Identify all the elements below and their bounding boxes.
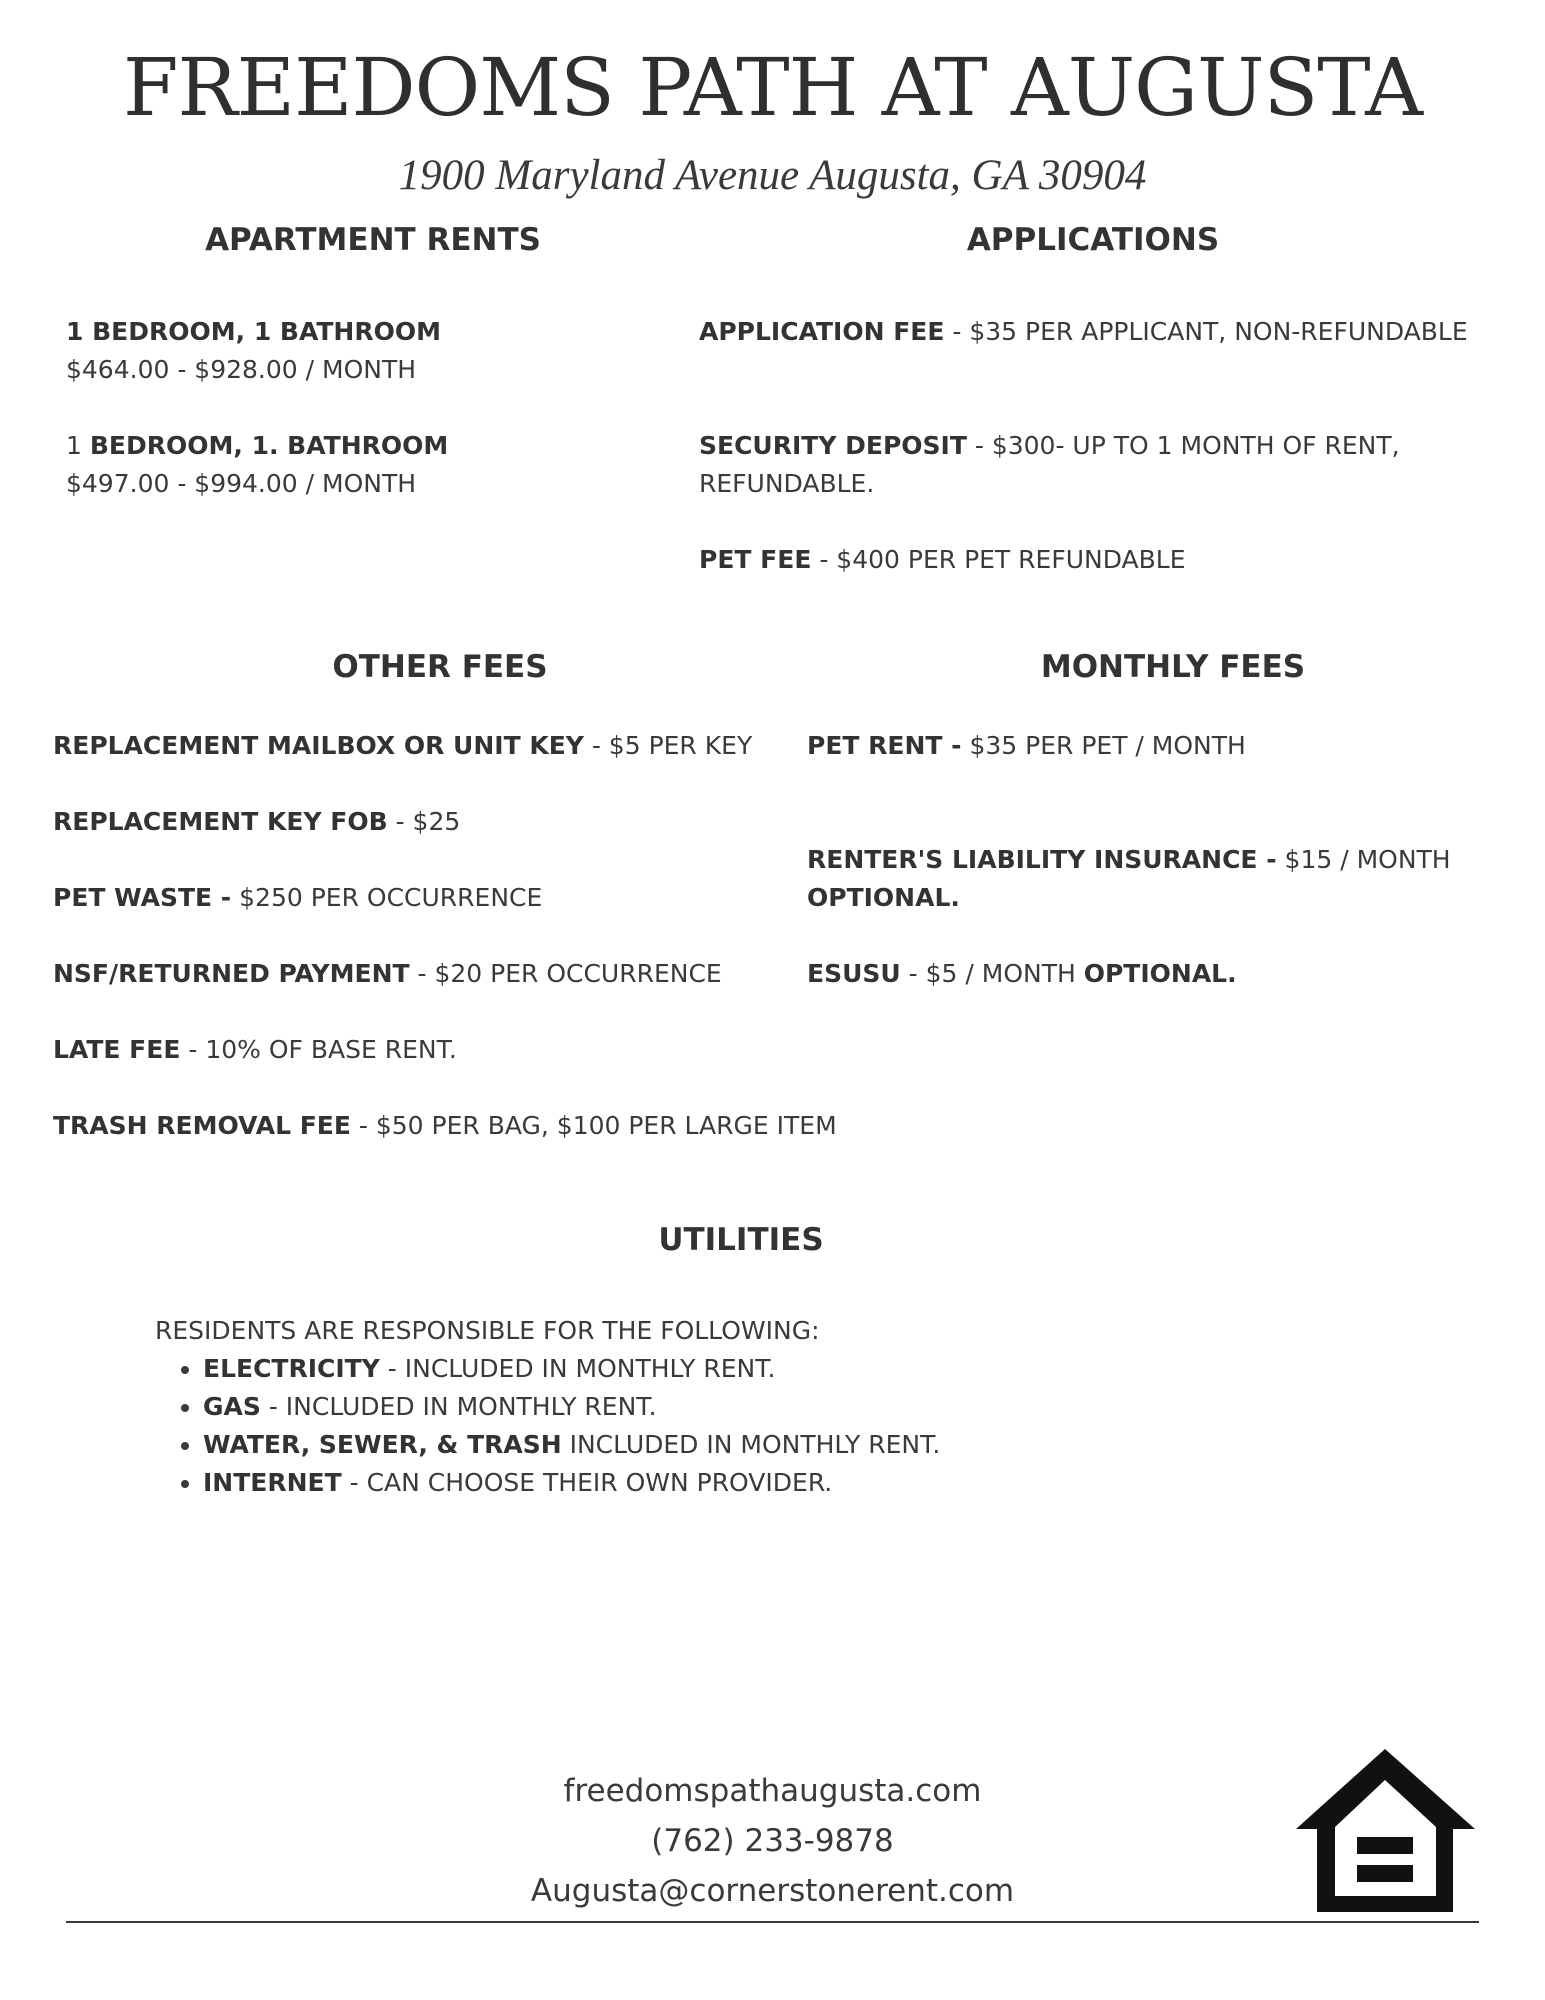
security-deposit: SECURITY DEPOSIT - $300- UP TO 1 MONTH OF RENT, REFUNDABLE.	[699, 431, 1400, 498]
unit-price: $497.00 - $994.00 / MONTH	[66, 469, 417, 498]
utilities-intro: RESIDENTS ARE RESPONSIBLE FOR THE FOLLOWING:	[155, 1316, 820, 1345]
other-fee-item: NSF/RETURNED PAYMENT - $20 PER OCCURRENCE	[53, 959, 722, 988]
applications-heading: APPLICATIONS	[966, 222, 1220, 258]
apartment-unit-1	[66, 313, 441, 389]
pet-fee: PET FEE - $400 PER PET REFUNDABLE	[699, 545, 1186, 574]
unit-name: 1 BEDROOM, 1 BATHROOM	[66, 317, 441, 346]
monthly-fee-item: ESUSU - $5 / MONTH OPTIONAL.	[807, 959, 1237, 988]
other-fees-heading: OTHER FEES	[332, 649, 548, 685]
other-fee-item: PET WASTE - $250 PER OCCURRENCE	[53, 883, 543, 912]
apartment-rents-heading: APARTMENT RENTS	[205, 222, 541, 258]
application-fee: APPLICATION FEE - $35 PER APPLICANT, NON-REFUNDABLE	[699, 317, 1468, 346]
other-fee-item: TRASH REMOVAL FEE - $50 PER BAG, $100 PER LARGE ITEM	[53, 1111, 837, 1140]
other-fee-item: LATE FEE - 10% OF BASE RENT.	[53, 1035, 457, 1064]
utilities-heading: UTILITIES	[658, 1222, 824, 1258]
phone-number[interactable]: (762) 233-9878	[651, 1823, 894, 1859]
monthly-fee-item: RENTER'S LIABILITY INSURANCE - $15 / MONTH OPTIONAL.	[807, 845, 1451, 912]
other-fee-item: REPLACEMENT MAILBOX OR UNIT KEY - $5 PER KEY	[53, 731, 753, 760]
website-link[interactable]: freedomspathaugusta.com	[563, 1773, 982, 1809]
apartment-unit-2	[66, 427, 448, 503]
property-address: 1900 Maryland Avenue Augusta, GA 30904	[398, 152, 1147, 199]
monthly-fee-item: PET RENT - $35 PER PET / MONTH	[807, 731, 1246, 760]
other-fee-item: REPLACEMENT KEY FOB - $25	[53, 807, 461, 836]
utility-item: • GAS - INCLUDED IN MONTHLY RENT.	[203, 1388, 940, 1426]
footer-divider	[66, 1921, 1479, 1923]
utilities-list	[155, 1350, 940, 1502]
equal-housing-opportunity-icon	[1293, 1747, 1478, 1914]
utility-item: • INTERNET - CAN CHOOSE THEIR OWN PROVIDER.	[203, 1464, 940, 1502]
utility-item: • ELECTRICITY - INCLUDED IN MONTHLY RENT.	[203, 1350, 940, 1388]
utility-item: • WATER, SEWER, & TRASH INCLUDED IN MONTHLY RENT.	[203, 1426, 940, 1464]
monthly-fees-heading: MONTHLY FEES	[1040, 649, 1306, 685]
email-link[interactable]: Augusta@cornerstonerent.com	[530, 1873, 1015, 1909]
unit-name: 1 BEDROOM, 1. BATHROOM	[66, 431, 449, 460]
utilities-section	[155, 1312, 940, 1502]
page-title: FREEDOMS PATH AT AUGUSTA	[122, 41, 1423, 134]
unit-price: $464.00 - $928.00 / MONTH	[66, 355, 417, 384]
